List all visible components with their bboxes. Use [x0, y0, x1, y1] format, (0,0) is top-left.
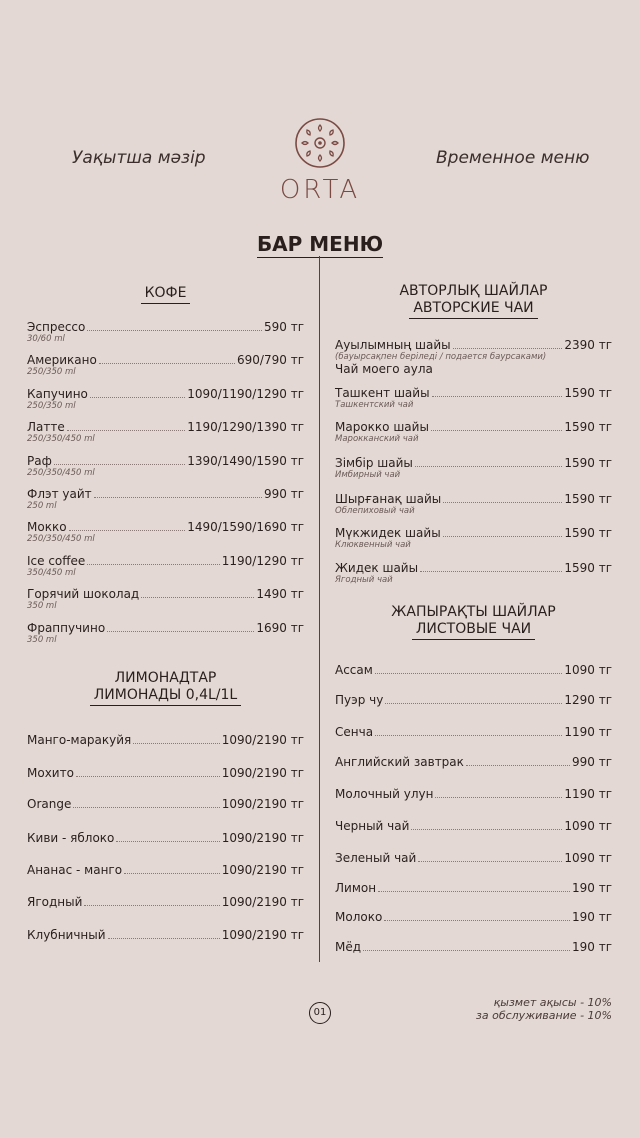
page-title: БАР МЕНЮ — [256, 232, 384, 256]
menu-item: Черный чай 1090 тг — [335, 819, 612, 833]
orta-logo — [272, 117, 368, 205]
menu-item: Зімбір шайы 1590 тг Имбирный чай — [335, 456, 612, 480]
menu-item: Американо 690/790 тг 250/350 ml — [27, 353, 304, 377]
menu-item: Горячий шоколад 1490 тг 350 ml — [27, 587, 304, 611]
menu-item: Фраппучино 1690 тг 350 ml — [27, 621, 304, 645]
menu-item: Мохито 1090/2190 тг — [27, 766, 304, 780]
menu-item: Мүкжидек шайы 1590 тг Клюквенный чай — [335, 526, 612, 550]
menu-item: Ананас - манго 1090/2190 тг — [27, 863, 304, 877]
menu-item: Жидек шайы 1590 тг Ягодный чай — [335, 561, 612, 585]
author-teas-heading: АВТОРЛЫҚ ШАЙЛАР АВТОРСКИЕ ЧАИ — [335, 283, 612, 319]
menu-item: Клубничный 1090/2190 тг — [27, 928, 304, 942]
menu-item: Сенча 1190 тг — [335, 725, 612, 739]
menu-item: Молоко 190 тг — [335, 910, 612, 924]
menu-item: Раф 1390/1490/1590 тг 250/350/450 ml — [27, 454, 304, 478]
menu-item: Марокко шайы 1590 тг Марокканский чай — [335, 420, 612, 444]
ornament-icon — [272, 117, 368, 173]
menu-item: Мокко 1490/1590/1690 тг 250/350/450 ml — [27, 520, 304, 544]
column-divider — [319, 256, 320, 962]
menu-item: Молочный улун 1190 тг — [335, 787, 612, 801]
menu-item: Шырғанақ шайы 1590 тг Облепиховый чай — [335, 492, 612, 516]
menu-item: Эспрессо 590 тг 30/60 ml — [27, 320, 304, 344]
menu-item: Orange 1090/2190 тг — [27, 797, 304, 811]
service-charge-note: қызмет ақысы - 10% за обслуживание - 10% — [476, 996, 612, 1022]
menu-item: Ice coffee 1190/1290 тг 350/450 ml — [27, 554, 304, 578]
menu-item: Мёд 190 тг — [335, 940, 612, 954]
tagline-kz: Уақытша мәзір — [72, 148, 206, 168]
menu-item: Зеленый чай 1090 тг — [335, 851, 612, 865]
page-number: 01 — [309, 1002, 331, 1024]
menu-item: Пуэр чу 1290 тг — [335, 693, 612, 707]
brand-wordmark: ORTA — [279, 175, 361, 205]
menu-item: Ягодный 1090/2190 тг — [27, 895, 304, 909]
menu-item: Капучино 1090/1190/1290 тг 250/350 ml — [27, 387, 304, 411]
lemonades-heading: ЛИМОНАДТАР ЛИМОНАДЫ 0,4L/1L — [27, 670, 304, 706]
menu-item: Манго-маракуйя 1090/2190 тг — [27, 733, 304, 747]
menu-item: Киви - яблоко 1090/2190 тг — [27, 831, 304, 845]
menu-item: Латте 1190/1290/1390 тг 250/350/450 ml — [27, 420, 304, 444]
menu-item: Английский завтрак 990 тг — [335, 755, 612, 769]
leaf-teas-heading: ЖАПЫРАҚТЫ ШАЙЛАР ЛИСТОВЫЕ ЧАИ — [335, 604, 612, 640]
menu-item: Ташкент шайы 1590 тг Ташкентский чай — [335, 386, 612, 410]
menu-item: Ассам 1090 тг — [335, 663, 612, 677]
menu-item: Флэт уайт 990 тг 250 ml — [27, 487, 304, 511]
coffee-heading: КОФЕ — [27, 285, 304, 304]
menu-item: Лимон 190 тг — [335, 881, 612, 895]
menu-item: Ауылымның шайы 2390 тг (бауырсақпен беріледі / подается баурсаками) Чай моего аула — [335, 338, 612, 376]
tagline-ru: Временное меню — [436, 148, 590, 168]
